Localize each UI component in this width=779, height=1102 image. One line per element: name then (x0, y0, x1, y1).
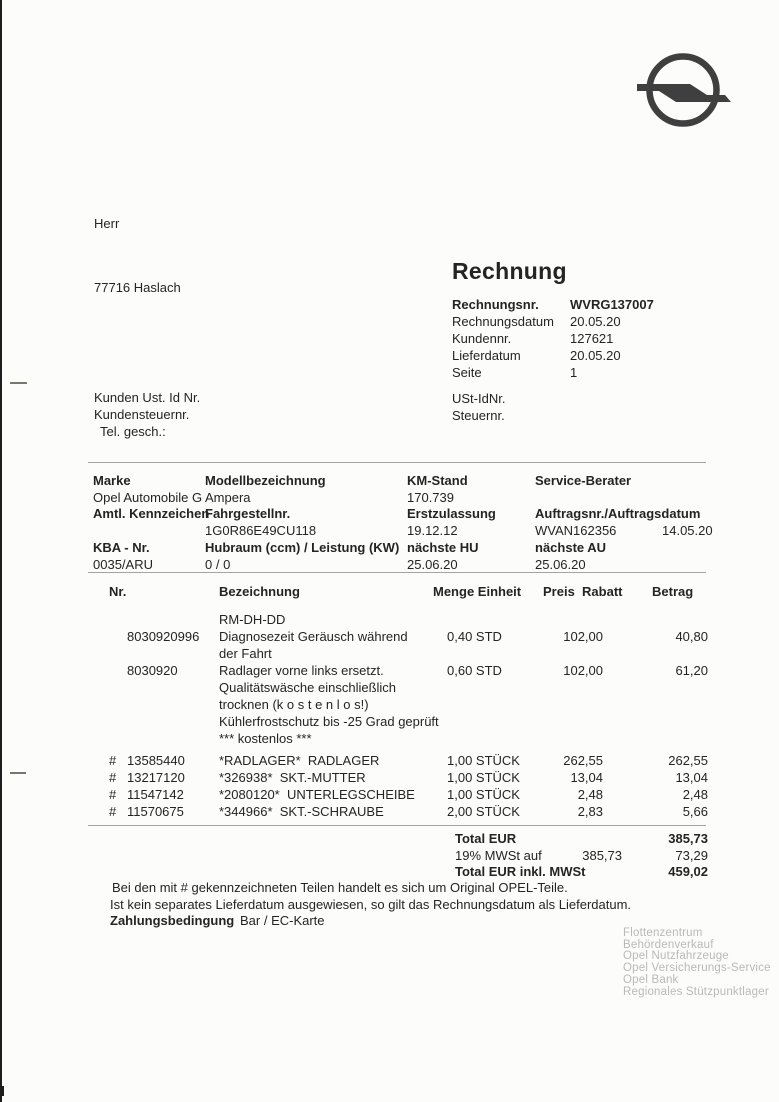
item-amount: 61,20 (675, 663, 708, 678)
vehicle-cell: 170.739 (407, 490, 454, 505)
col-header-desc: Bezeichnung (219, 584, 300, 599)
item-unit-price: 102,00 (563, 629, 603, 644)
vehicle-cell: Auftragsnr./Auftragsdatum (535, 506, 701, 521)
total-base-value: 385,73 (582, 848, 622, 863)
total-label: Total EUR (455, 831, 517, 846)
invoice-field-value: 127621 (570, 331, 614, 346)
ustidnr-label: USt-IdNr. (452, 391, 506, 406)
item-description: Kühlerfrostschutz bis -25 Grad geprüft (219, 714, 439, 729)
dealer-service-line: Opel Nutzfahrzeuge (623, 950, 729, 962)
vehicle-cell: Hubraum (ccm) / Leistung (KW) (205, 540, 400, 555)
invoice-field-label: Lieferdatum (452, 348, 521, 363)
col-header-nr: Nr. (109, 584, 127, 599)
total-amount: 385,73 (668, 831, 708, 846)
vehicle-cell: Opel Automobile G (93, 490, 203, 505)
item-description: RM-DH-DD (219, 612, 286, 627)
total-label: Total EUR inkl. MWSt (455, 864, 586, 879)
payment-terms-value: Bar / EC-Karte (240, 913, 325, 928)
invoice-field-value: WVRG137007 (570, 297, 654, 312)
vehicle-cell: 19.12.12 (407, 523, 458, 538)
fold-mark (10, 382, 27, 384)
item-description: Diagnosezeit Geräusch während (219, 629, 408, 644)
divider (88, 462, 706, 463)
item-number: 8030920996 (127, 629, 200, 644)
vehicle-cell: Service-Berater (535, 473, 632, 488)
customer-taxnr-label: Kundensteuernr. (94, 407, 190, 422)
item-description: *2080120* UNTERLEGSCHEIBE (219, 787, 415, 802)
item-unit-price: 2,83 (577, 804, 603, 819)
item-description: Radlager vorne links ersetzt. (219, 663, 384, 678)
item-description: *326938* SKT.-MUTTER (219, 770, 366, 785)
item-description: *** kostenlos *** (219, 731, 312, 746)
item-amount: 13,04 (675, 770, 708, 785)
vehicle-cell: 0 / 0 (205, 557, 231, 572)
invoice-field-value: 20.05.20 (570, 348, 621, 363)
divider (88, 572, 706, 573)
item-quantity-unit: 2,00 STÜCK (447, 804, 520, 819)
item-description: der Fahrt (219, 646, 272, 661)
vehicle-cell: 0035/ARU (93, 557, 153, 572)
item-quantity-unit: 1,00 STÜCK (447, 787, 520, 802)
invoice-field-label: Rechnungsnr. (452, 297, 539, 312)
item-description: trocknen (k o s t e n l o s!) (219, 697, 369, 712)
item-quantity-unit: 0,60 STD (447, 663, 502, 678)
vehicle-cell: KM-Stand (407, 473, 468, 488)
note-original-parts: Bei den mit # gekennzeichneten Teilen handelt es sich um Original OPEL-Teile. (112, 880, 568, 895)
vehicle-cell: Fahrgestellnr. (205, 506, 291, 521)
payment-terms-label: Zahlungsbedingung (110, 913, 235, 928)
recipient-city: 77716 Haslach (94, 280, 181, 295)
vehicle-cell: WVAN162356 (535, 523, 617, 538)
scan-corner-artifact (0, 1086, 4, 1096)
recipient-salutation: Herr (94, 216, 120, 231)
vehicle-cell: 14.05.20 (662, 523, 713, 538)
item-amount: 40,80 (675, 629, 708, 644)
dealer-service-line: Opel Versicherungs-Service (623, 962, 771, 974)
dealer-service-line: Regionales Stützpunktlager (623, 986, 769, 998)
vehicle-cell: Modellbezeichnung (205, 473, 326, 488)
vehicle-cell: Marke (93, 473, 131, 488)
col-header-amount: Betrag (652, 584, 694, 599)
col-header-price: Preis Rabatt (543, 584, 623, 599)
dealer-service-line: Flottenzentrum (623, 927, 703, 939)
item-number: 11570675 (127, 804, 184, 819)
invoice-field-value: 20.05.20 (570, 314, 621, 329)
steuernr-label: Steuernr. (452, 408, 505, 423)
item-original-part-hash: # (109, 753, 117, 768)
item-original-part-hash: # (109, 770, 117, 785)
total-amount: 73,29 (675, 848, 708, 863)
vehicle-cell: nächste HU (407, 540, 479, 555)
note-delivery-date: Ist kein separates Lieferdatum ausgewiesen, so gilt das Rechnungsdatum als Lieferdatum. (110, 897, 632, 912)
vehicle-cell: Ampera (205, 490, 251, 505)
item-number: 11547142 (127, 787, 184, 802)
divider (88, 825, 706, 826)
item-unit-price: 102,00 (563, 663, 603, 678)
item-amount: 2,48 (682, 787, 708, 802)
item-number: 8030920 (127, 663, 178, 678)
total-amount: 459,02 (668, 864, 708, 879)
customer-ustid-label: Kunden Ust. Id Nr. (94, 390, 201, 405)
item-original-part-hash: # (109, 787, 117, 802)
total-label: 19% MWSt auf (455, 848, 542, 863)
invoice-field-label: Kundennr. (452, 331, 512, 346)
invoice-title: Rechnung (452, 258, 567, 284)
item-description: *RADLAGER* RADLAGER (219, 753, 380, 768)
vehicle-cell: KBA - Nr. (93, 540, 150, 555)
item-unit-price: 2,48 (577, 787, 603, 802)
item-amount: 262,55 (668, 753, 708, 768)
dealer-service-line: Behördenverkauf (623, 939, 714, 951)
invoice-field-label: Rechnungsdatum (452, 314, 554, 329)
vehicle-cell: 25.06.20 (407, 557, 458, 572)
item-quantity-unit: 1,00 STÜCK (447, 753, 520, 768)
scan-edge-artifact (0, 0, 2, 1102)
vehicle-cell: 1G0R86E49CU118 (205, 523, 317, 538)
customer-phone-label: Tel. gesch.: (100, 424, 166, 439)
invoice-field-value: 1 (570, 365, 578, 380)
item-number: 13585440 (127, 753, 185, 768)
item-amount: 5,66 (682, 804, 708, 819)
item-quantity-unit: 0,40 STD (447, 629, 502, 644)
vehicle-cell: 25.06.20 (535, 557, 586, 572)
item-number: 13217120 (127, 770, 185, 785)
vehicle-cell: Erstzulassung (407, 506, 496, 521)
invoice-field-label: Seite (452, 365, 482, 380)
item-description: *344966* SKT.-SCHRAUBE (219, 804, 384, 819)
item-quantity-unit: 1,00 STÜCK (447, 770, 520, 785)
item-description: Qualitätswäsche einschließlich (219, 680, 397, 695)
vehicle-cell: nächste AU (535, 540, 607, 555)
col-header-qty: Menge Einheit (433, 584, 522, 599)
item-original-part-hash: # (109, 804, 117, 819)
opel-logo-icon (630, 45, 740, 135)
item-unit-price: 262,55 (563, 753, 603, 768)
fold-mark (10, 772, 26, 774)
vehicle-cell: Amtl. Kennzeichen (93, 506, 210, 521)
item-unit-price: 13,04 (570, 770, 603, 785)
dealer-service-line: Opel Bank (623, 974, 679, 986)
